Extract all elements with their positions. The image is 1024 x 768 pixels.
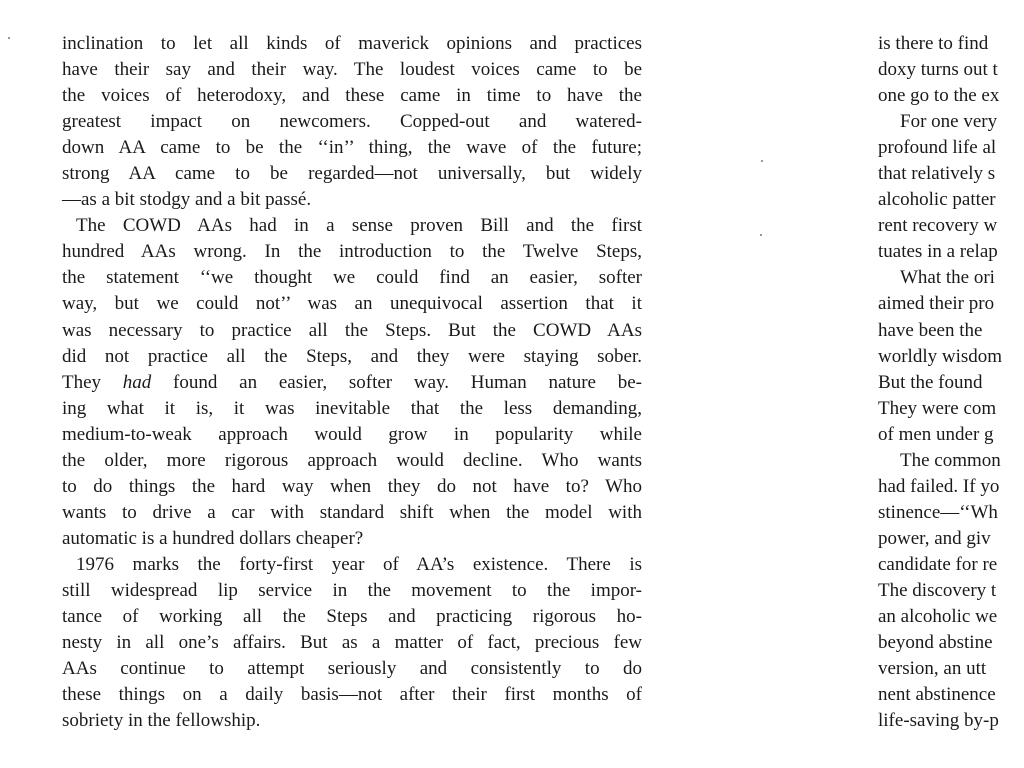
text-line: sobriety in the fellowship. [62, 710, 261, 732]
text-line: these things on a daily basis—not after their first months of [62, 684, 642, 706]
text-line: doxy turns out t [878, 59, 998, 81]
text-line: hundred AAs wrong. In the introduction to the Twelve Steps, [62, 241, 642, 263]
text-line: The common [900, 449, 1001, 471]
text-line: beyond abstine [878, 632, 993, 654]
scan-speck [8, 37, 10, 39]
text-line: down AA came to be the ‘‘in’’ thing, the wave of the future; [62, 137, 642, 159]
text-line: wants to drive a car with standard shift when the model with [62, 501, 642, 523]
text-line: was necessary to practice all the Steps. But the COWD AAs [62, 319, 642, 341]
text-line: tance of working all the Steps and practicing rigorous ho- [62, 606, 642, 628]
text-segment: They [62, 371, 123, 393]
text-line: The discovery t [878, 579, 997, 601]
text-line: still widespread lip service in the movement to the impor- [62, 579, 642, 601]
text-line: had failed. If yo [878, 475, 1000, 497]
text-line: an alcoholic we [878, 606, 998, 628]
text-line: —as a bit stodgy and a bit passé. [62, 189, 312, 211]
text-line: 1976 marks the forty-first year of AA’s existence. There is [76, 553, 642, 575]
text-line: The COWD AAs had in a sense proven Bill and the first [76, 215, 642, 237]
scan-speck [761, 160, 763, 162]
text-line: have their say and their way. The loudest voices came to be [62, 59, 642, 81]
text-line: What the ori [900, 267, 995, 289]
text-line: worldly wisdom [878, 345, 1003, 367]
text-line: tuates in a relap [878, 241, 998, 263]
text-line: the voices of heterodoxy, and these came in time to have the [62, 85, 642, 107]
text-line [62, 370, 642, 396]
text-line: power, and giv [878, 527, 991, 549]
text-line: alcoholic patter [878, 189, 996, 211]
left-page-column [62, 31, 642, 734]
text-line: have been the [878, 319, 983, 341]
text-line: rent recovery w [878, 215, 998, 237]
right-page-column [878, 31, 1024, 734]
text-segment: found an easier, softer way. Human nature be- [151, 371, 642, 393]
text-line: inclination to let all kinds of maverick opinions and practices [62, 33, 642, 54]
text-line: They were com [878, 397, 997, 419]
text-line: automatic is a hundred dollars cheaper? [62, 527, 364, 549]
text-line: that relatively s [878, 163, 996, 185]
text-line: candidate for re [878, 553, 998, 575]
text-line: one go to the ex [878, 85, 1000, 107]
text-line: stinence—‘‘Wh [878, 501, 998, 523]
text-line: greatest impact on newcomers. Copped-out and watered- [62, 111, 642, 133]
text-line: strong AA came to be regarded—not universally, but widely [62, 163, 642, 185]
italic-word: had [122, 371, 152, 393]
text-line: version, an utt [878, 658, 987, 680]
text-line: But the found [878, 371, 983, 393]
text-line: is there to find [878, 33, 989, 54]
text-line: life-saving by-p [878, 710, 999, 732]
text-line: aimed their pro [878, 293, 995, 315]
text-line: For one very [900, 111, 998, 133]
text-line: to do things the hard way when they do not have to? Who [62, 475, 642, 497]
text-line: medium-to-weak approach would grow in popularity while [62, 423, 642, 445]
text-line: of men under g [878, 423, 994, 445]
text-line: did not practice all the Steps, and they were staying sober. [62, 345, 642, 367]
text-line: the statement ‘‘we thought we could find an easier, softer [62, 267, 642, 289]
text-line: AAs continue to attempt seriously and consistently to do [62, 658, 642, 680]
text-line: ing what it is, it was inevitable that the less demanding, [62, 397, 642, 419]
text-line: profound life al [878, 137, 997, 159]
text-line: way, but we could not’’ was an unequivocal assertion that it [62, 293, 642, 315]
text-line: nesty in all one’s affairs. But as a matter of fact, precious few [62, 632, 642, 654]
text-line: the older, more rigorous approach would decline. Who wants [62, 449, 642, 471]
scan-speck [760, 234, 762, 236]
text-line: nent abstinence [878, 684, 996, 706]
